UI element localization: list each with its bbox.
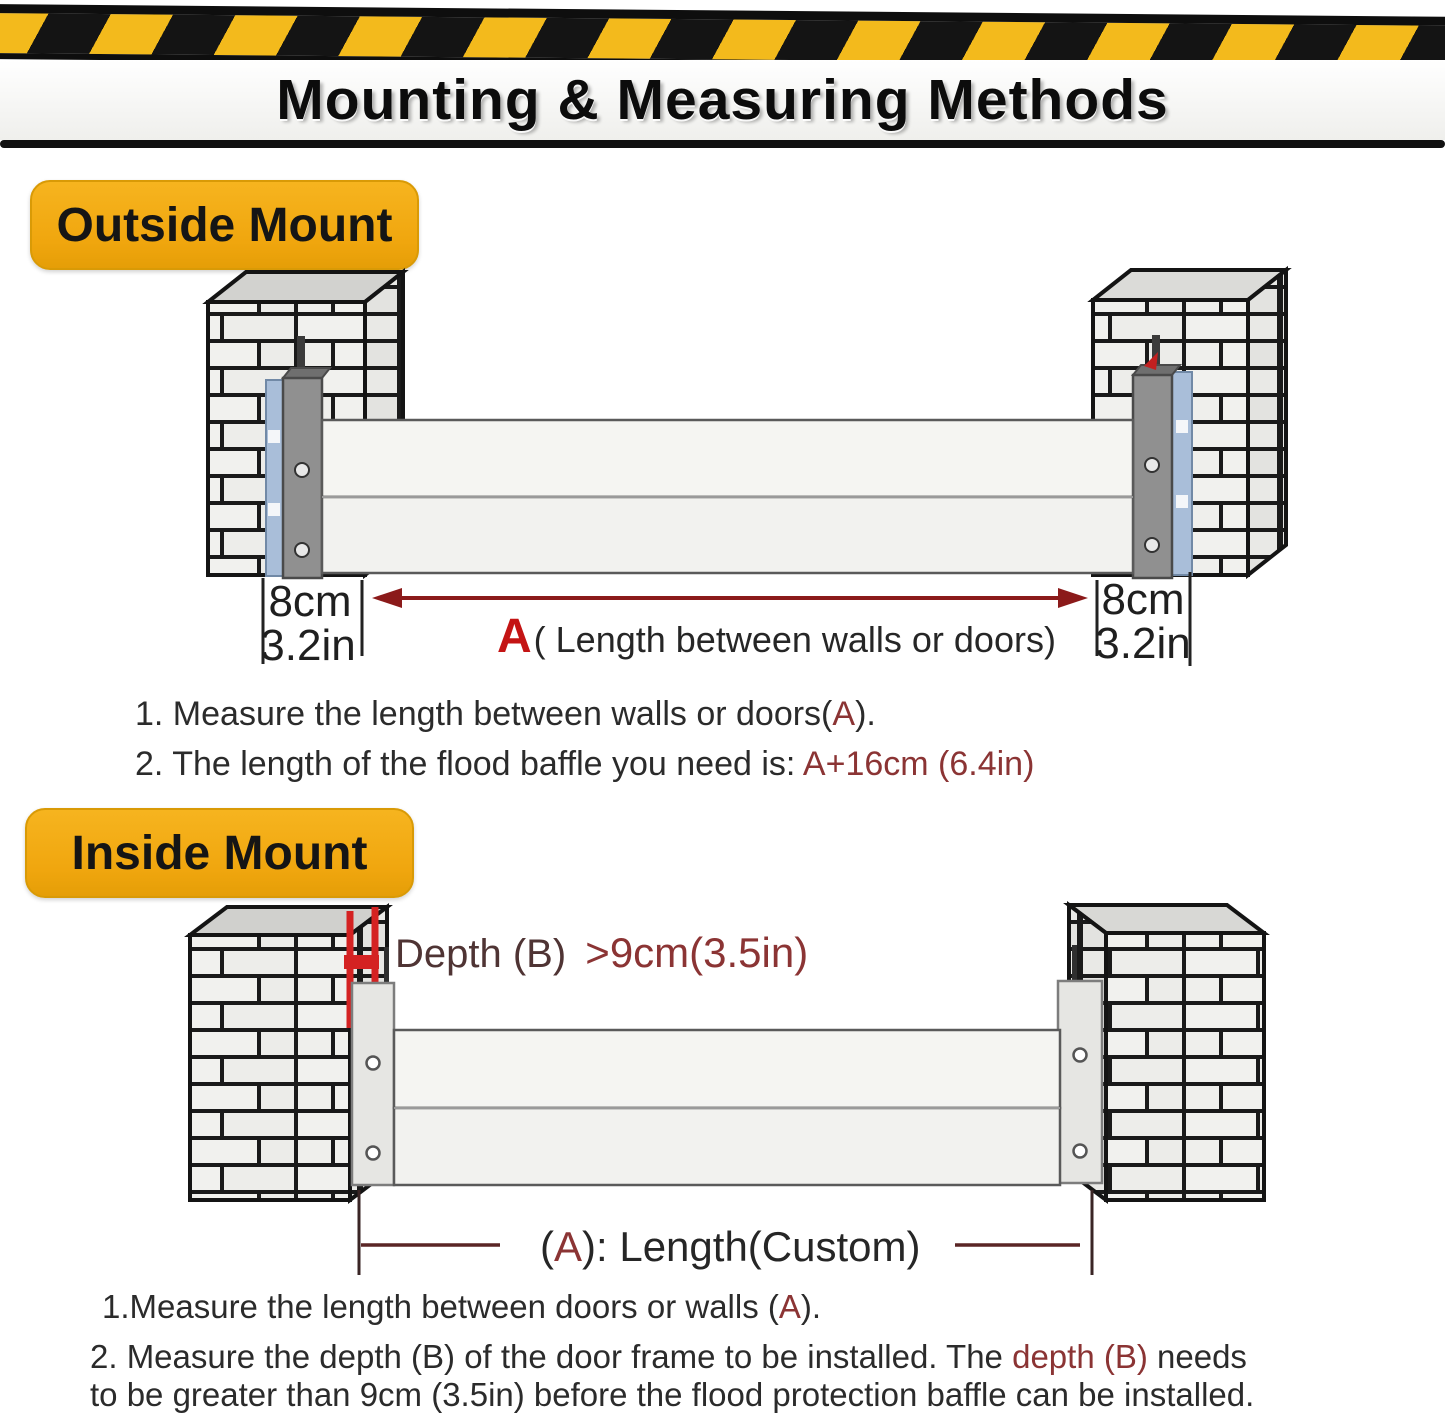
- outside-step-1: 1. Measure the length between walls or doors(A).: [135, 695, 876, 733]
- rail-screw-hole: [295, 543, 309, 557]
- bracket-screw-hole: [367, 1057, 380, 1070]
- width-dimension: [260, 572, 1190, 670]
- seal-strip-right: [1172, 372, 1192, 575]
- length-dimension: [359, 1190, 1092, 1275]
- outside-mount-badge-label: Outside Mount: [56, 198, 393, 252]
- inside-mount-badge-label: Inside Mount: [71, 826, 368, 880]
- mount-bracket-left: [352, 947, 394, 1185]
- span-length-label: A( Length between walls or doors): [497, 610, 1056, 663]
- flood-barrier-panel: [394, 1030, 1060, 1185]
- seal-screw: [268, 430, 280, 443]
- barrier-board-bottom: [322, 497, 1133, 573]
- bracket-screw-hole: [1074, 1145, 1087, 1158]
- inside-steps: [90, 1288, 1385, 1414]
- seal-screw: [1176, 420, 1188, 433]
- offset-right-in-label: 3.2in: [1095, 619, 1191, 668]
- outside-mount-badge: [30, 180, 419, 270]
- inside-mount-badge: [25, 808, 414, 898]
- outside-steps: [135, 692, 1034, 786]
- barrier-board-top: [322, 420, 1133, 497]
- inside-step-2: 2. Measure the depth (B) of the door frame to be installed. The depth (B) needs to be greater than 9cm (3.5in) before the flood protection baffle can be installed.: [90, 1338, 1255, 1413]
- rail-screw-hole: [295, 463, 309, 477]
- bracket-pin: [384, 947, 389, 985]
- seal-strip-left: [266, 380, 283, 576]
- outside-mount-diagram: [0, 260, 1445, 680]
- bracket-screw-hole: [1074, 1049, 1087, 1062]
- inside-mount-diagram: [0, 895, 1445, 1280]
- depth-indicator-bar: [344, 955, 379, 969]
- seal-screw: [1176, 495, 1188, 508]
- offset-left-in-label: 3.2in: [260, 621, 356, 670]
- bracket-screw-hole: [367, 1147, 380, 1160]
- rail-screw-hole: [1145, 538, 1159, 552]
- header-divider: [0, 140, 1445, 148]
- step-highlight: A+16cm (6.4in): [802, 745, 1035, 783]
- depth-label: Depth (B) >9cm(3.5in): [395, 929, 809, 976]
- rail-top-bevel: [1133, 365, 1180, 375]
- outside-step-2: 2. The length of the flood baffle you need is: A+16cm (6.4in): [135, 745, 1035, 783]
- step-highlight: A: [778, 1288, 801, 1325]
- offset-right-cm-label: 8cm: [1101, 575, 1185, 624]
- pillar-side-face: [1248, 270, 1286, 575]
- barrier-board-bottom: [394, 1108, 1060, 1185]
- barrier-board-top: [394, 1030, 1060, 1108]
- rail-top-bevel: [283, 368, 330, 378]
- step-highlight: depth (B): [1012, 1338, 1148, 1375]
- bracket-pin: [1072, 945, 1077, 983]
- length-label: (A): Length(Custom): [540, 1223, 921, 1270]
- offset-left-cm-label: 8cm: [268, 577, 352, 626]
- step-highlight: A: [832, 695, 856, 733]
- flood-barrier-panel: [322, 420, 1133, 573]
- title-band: [0, 60, 1445, 140]
- mount-bracket-right: [1058, 945, 1102, 1183]
- seal-screw: [268, 503, 280, 516]
- arrowhead-left: [372, 588, 402, 608]
- mount-assembly-right: [1133, 335, 1192, 578]
- inside-step-1: 1.Measure the length between doors or walls (A).: [102, 1288, 822, 1325]
- arrowhead-right: [1058, 588, 1088, 608]
- page-title: Mounting & Measuring Methods: [276, 68, 1169, 132]
- pillar-front-face: [190, 935, 350, 1200]
- pillar-front-face: [1106, 933, 1264, 1200]
- rail-screw-hole: [1145, 458, 1159, 472]
